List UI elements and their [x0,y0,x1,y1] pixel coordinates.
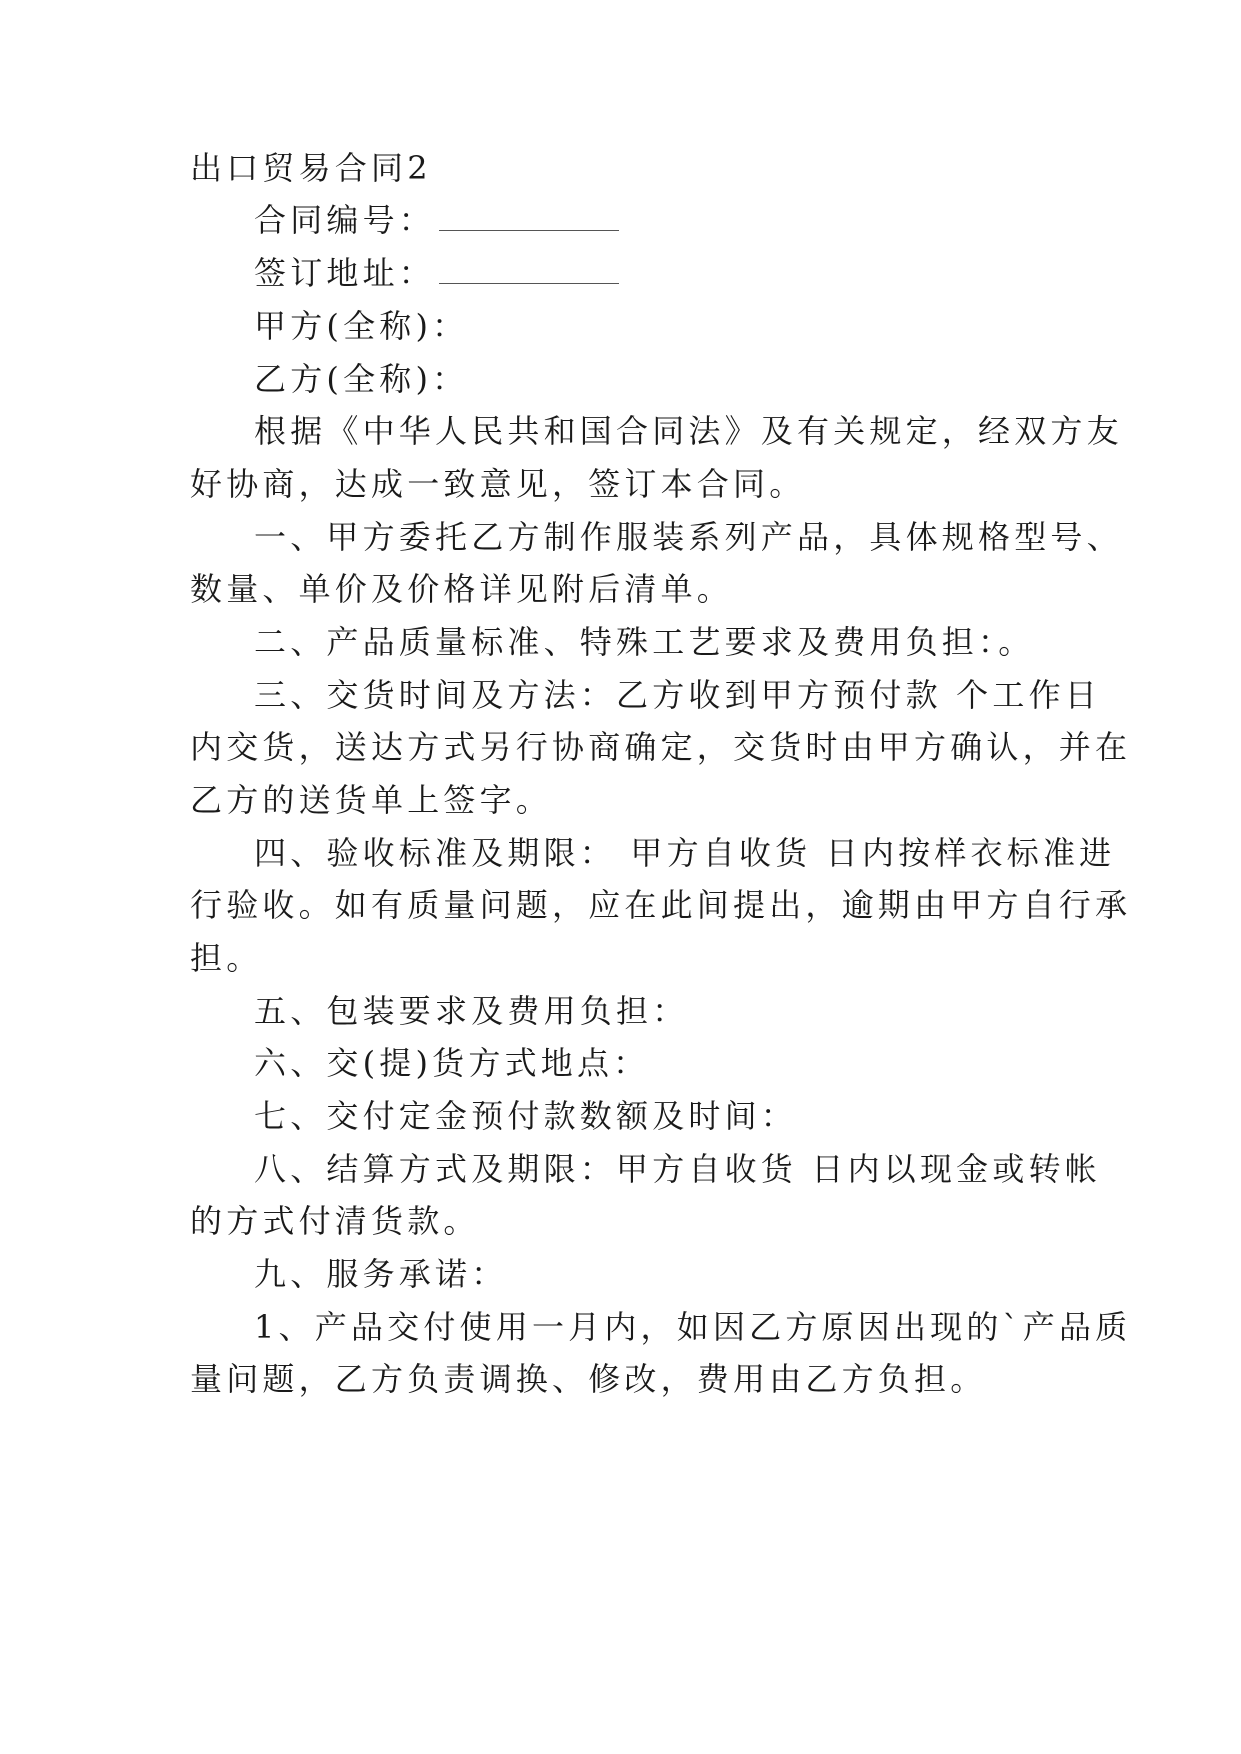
clause-1-line-1: 一、甲方委托乙方制作服装系列产品，具体规格型号、 [254,518,1123,556]
contract-number-label: 合同编号： [254,201,436,239]
clause-2-line: 二、产品质量标准、特殊工艺要求及费用负担：。 [254,623,1035,661]
clause-1-line-2: 数量、单价及价格详见附后清单。 [190,570,734,608]
party-b-line: 乙方(全称)： [254,360,469,398]
clause-4-line-1: 四、验收标准及期限： 甲方自收货 日内按样衣标准进 [254,834,1116,872]
clause-6-line: 六、交(提)货方式地点： [254,1044,650,1082]
preamble-line-2: 好协商，达成一致意见，签订本合同。 [190,465,806,503]
clause-9-line: 九、服务承诺： [254,1255,508,1293]
clause-4-line-3: 担。 [190,939,263,977]
signing-address-row [254,253,619,293]
clause-5-line: 五、包装要求及费用负担： [254,992,689,1030]
preamble-line-1: 根据《中华人民共和国合同法》及有关规定，经双方友 [254,412,1123,450]
party-a-line: 甲方(全称)： [254,307,469,345]
clause-9-1-line-2: 量问题，乙方负责调换、修改，费用由乙方负担。 [190,1360,987,1398]
document-title: 出口贸易合同2 [190,149,432,187]
clause-4-line-2: 行验收。如有质量问题，应在此间提出，逾期由甲方自行承 [190,886,1132,924]
clause-7-line: 七、交付定金预付款数额及时间： [254,1097,798,1135]
signing-address-label: 签订地址： [254,254,436,292]
clause-3-line-3: 乙方的送货单上签字。 [190,781,553,819]
clause-8-line-2: 的方式付清货款。 [190,1202,480,1240]
clause-8-line-1: 八、结算方式及期限：甲方自收货 日内以现金或转帐 [254,1150,1101,1188]
contract-number-row [254,200,619,240]
clause-9-1-line-1: 1、产品交付使用一月内，如因乙方原因出现的`产品质 [254,1308,1132,1346]
clause-3-line-1: 三、交货时间及方法：乙方收到甲方预付款 个工作日 [254,676,1101,714]
clause-3-line-2: 内交货，送达方式另行协商确定，交货时由甲方确认，并在 [190,728,1132,766]
contract-number-blank[interactable] [439,204,619,231]
signing-address-blank[interactable] [439,257,619,284]
